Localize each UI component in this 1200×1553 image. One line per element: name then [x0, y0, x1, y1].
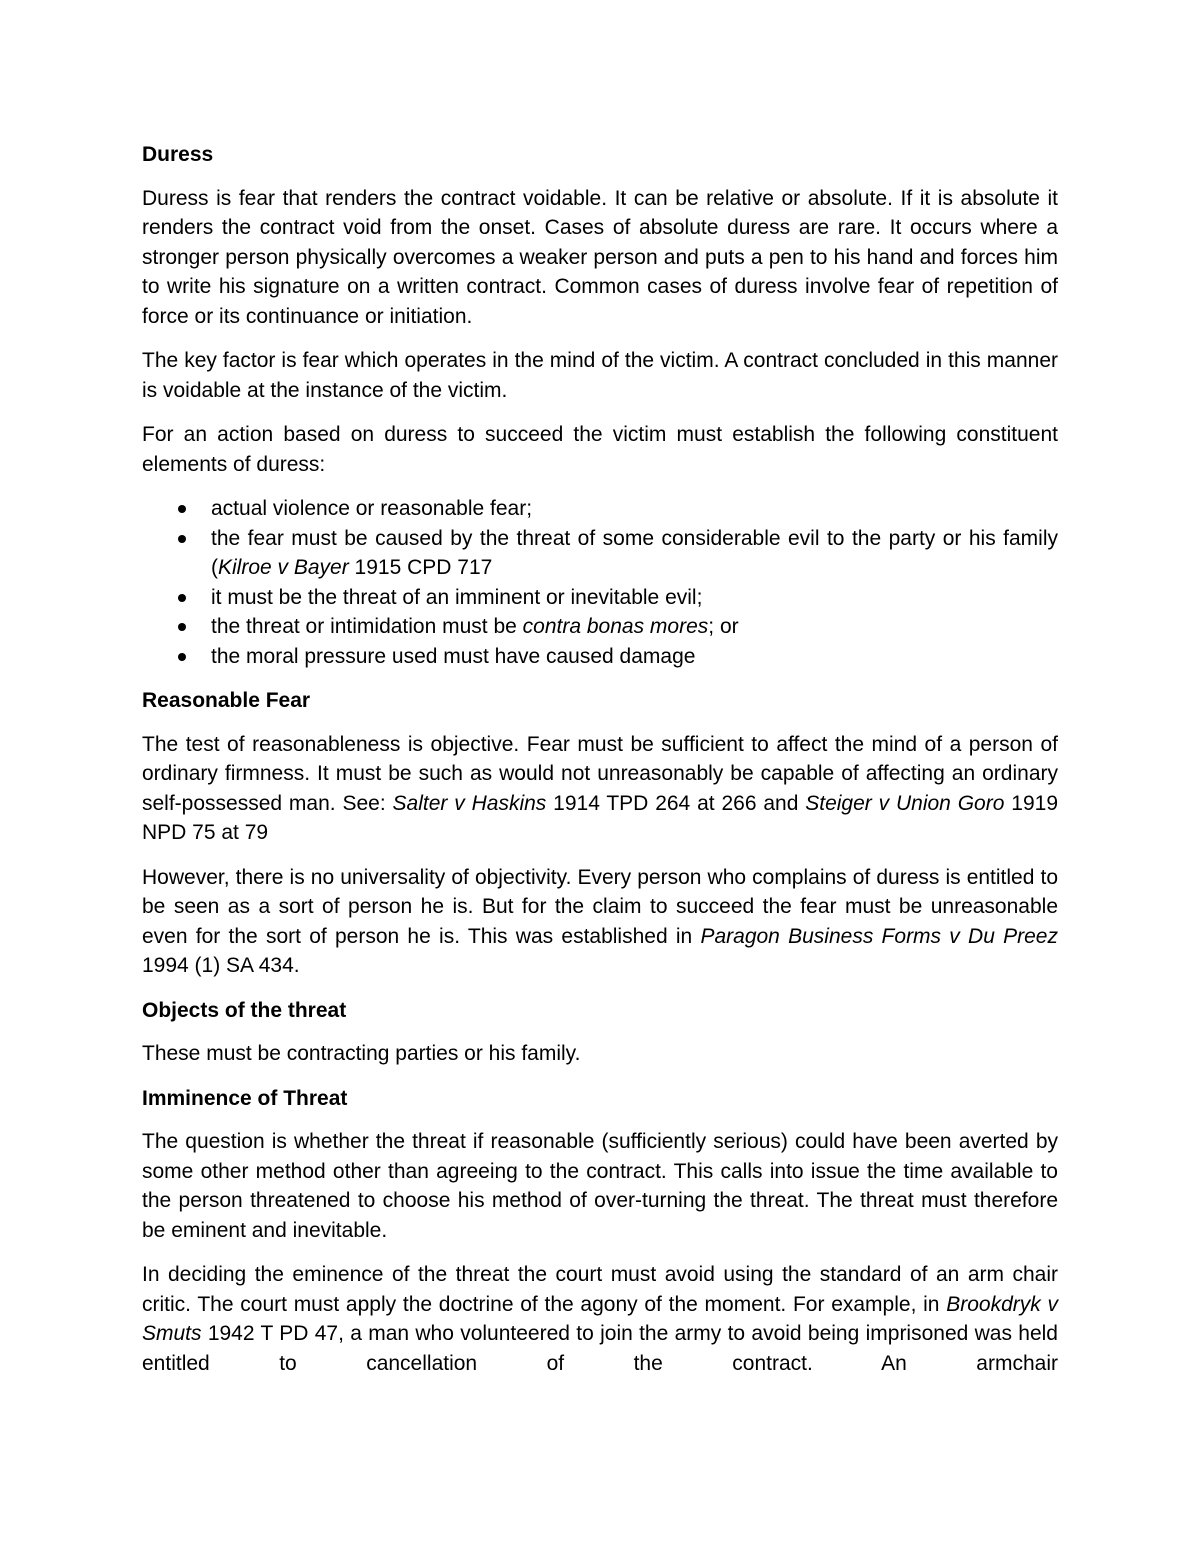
- duress-paragraph-1: Duress is fear that renders the contract voidable. It can be relative or absolute. If it is absolute it renders the contract void from the onset. Cases of absolute duress are rare. It occurs where a stronger person physically overcomes a weaker person and puts a pen to his hand and forces him to write his signature on a written contract. Common cases of duress involve fear of repetition of force or its continuance or initiation.: [142, 186, 1058, 328]
- list-item: actual violence or reasonable fear;: [142, 494, 1058, 524]
- imminence-paragraph-1: The question is whether the threat if reasonable (sufficiently serious) could have been averted by some other method other than agreeing to the contract. This calls into issue the time available to the person threatened to choose his method of over-turning the threat. The threat must therefore be eminent and inevitable.: [142, 1130, 1058, 1242]
- imminence-paragraph-2: In deciding the eminence of the threat the court must avoid using the standard of an arm chair critic. The court must apply the doctrine of the agony of the moment. For example, in Brookdryk v Smuts 1942 T PD 47, a man who volunteered to join the army to avoid being imprisoned was held entitled to cancellation of the contract. An armchair: [142, 1263, 1058, 1375]
- duress-paragraph-3: For an action based on duress to succeed the victim must establish the following constituent elements of duress:: [142, 423, 1058, 476]
- duress-elements-list: [142, 494, 1058, 671]
- duress-paragraph-2: The key factor is fear which operates in the mind of the victim. A contract concluded in this manner is voidable at the instance of the victim.: [142, 349, 1058, 402]
- case-citation: Steiger v Union Goro: [805, 791, 1005, 815]
- case-citation: Salter v Haskins: [392, 791, 547, 815]
- document-page: [142, 140, 1058, 1393]
- list-item: the fear must be caused by the threat of some considerable evil to the party or his family (Kilroe v Bayer 1915 CPD 717: [142, 524, 1058, 583]
- heading-imminence-of-threat: Imminence of Threat: [142, 1086, 348, 1110]
- list-item: the threat or intimidation must be contra bonas mores; or: [142, 612, 1058, 642]
- reasonable-fear-paragraph-1: The test of reasonableness is objective. Fear must be sufficient to affect the mind of a person of ordinary firmness. It must be such as would not unreasonably be capable of affecting an ordinary self-possessed man. See: Salter v Haskins 1914 TPD 264 at 266 and Steiger v Union Goro 1919 NPD 75 at 79: [142, 732, 1058, 844]
- reasonable-fear-paragraph-2: However, there is no universality of objectivity. Every person who complains of duress is entitled to be seen as a sort of person he is. But for the claim to succeed the fear must be unreasonable even for the sort of person he is. This was established in Paragon Business Forms v Du Preez 1994 (1) SA 434.: [142, 865, 1058, 977]
- heading-duress: Duress: [142, 143, 214, 166]
- list-item: it must be the threat of an imminent or inevitable evil;: [142, 583, 1058, 613]
- case-citation: Kilroe v Bayer: [218, 556, 349, 579]
- case-citation: Brookdryk v Smuts: [142, 1292, 1058, 1345]
- latin-phrase: contra bonas mores: [522, 615, 709, 638]
- objects-paragraph: These must be contracting parties or his family.: [142, 1042, 581, 1065]
- heading-objects-of-threat: Objects of the threat: [142, 998, 347, 1022]
- heading-reasonable-fear: Reasonable Fear: [142, 689, 311, 712]
- case-citation: Paragon Business Forms v Du Preez: [700, 924, 1058, 948]
- list-item: the moral pressure used must have caused damage: [142, 642, 1058, 672]
